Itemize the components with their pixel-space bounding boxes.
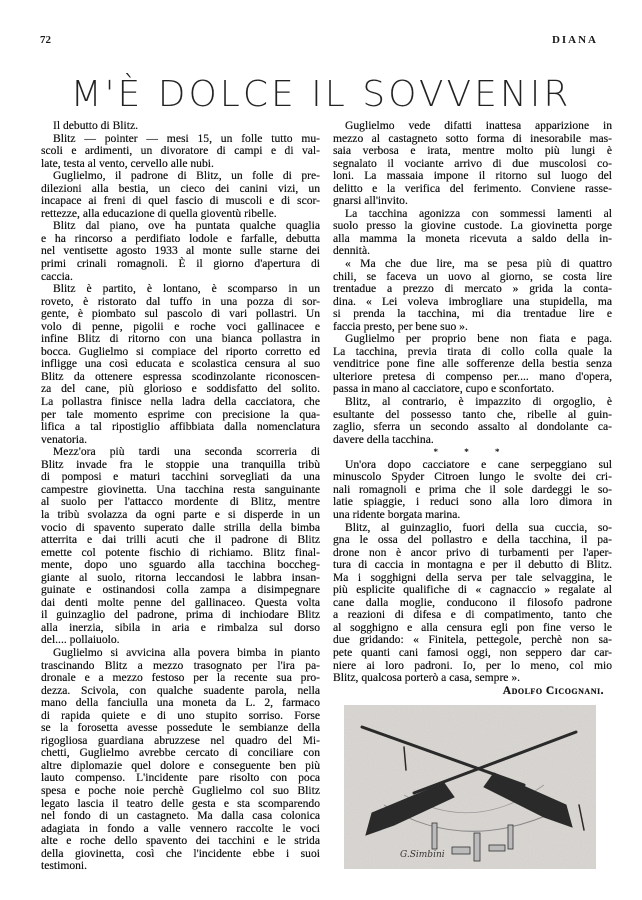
text-line: il guinzaglio del padrone, prima di inchiodare Blitz bbox=[41, 608, 320, 622]
magazine-name: DIANA bbox=[551, 34, 598, 46]
text-line: Blitz da ottenere espressa scodinzolante riconoscen- bbox=[41, 369, 320, 383]
text-line: rigogliosa guardiana abruzzese nel quadro del Mi- bbox=[41, 733, 320, 747]
text-line: scoli e ardimenti, un divoratore di campi e di val- bbox=[41, 144, 320, 158]
text-line: Il debutto di Blitz. bbox=[53, 119, 139, 132]
paragraph bbox=[41, 170, 320, 220]
paragraph bbox=[41, 283, 320, 446]
text-line: venatoria. bbox=[41, 432, 88, 446]
text-line: volo di penne, pigolii e roche voci gallinacee e bbox=[41, 319, 320, 333]
text-line: al suolo per l'attacco mordente di Blitz, mentre bbox=[41, 495, 320, 509]
crossed-shotguns-illustration bbox=[344, 705, 596, 869]
left-column bbox=[41, 120, 320, 873]
text-line: bocca. Guglielmo si compiace del riporto corretto ed bbox=[41, 344, 320, 358]
text-line: saia verbosa e irata, mentre molto più lungi è bbox=[333, 144, 612, 158]
paragraph bbox=[41, 446, 320, 647]
paragraph bbox=[41, 647, 320, 873]
paragraph bbox=[41, 120, 320, 133]
text-line: alte e roche dello spavento dei tacchini e le strida bbox=[41, 834, 320, 848]
text-line: gente, è piombato sul pascolo di vari pollastri. Un bbox=[41, 307, 320, 321]
text-line: dennità. bbox=[333, 244, 371, 258]
text-line: di pomposi e maturi tacchini sorvegliati da una bbox=[41, 470, 320, 484]
text-line: spesa e poche noie perchè Guglielmo col suo Blitz bbox=[41, 783, 320, 797]
text-line: latie spiaggie, i reduci sono alla loro dimora in bbox=[333, 495, 612, 509]
text-line: lifica a tal ripostiglio affibbiata dalla nomenclatura bbox=[41, 420, 320, 434]
text-line: mente, dopo uno sguardo alla tacchina boccheg- bbox=[41, 558, 320, 572]
text-line: gnarsi all'invito. bbox=[333, 194, 408, 208]
text-line: dai denti molte penne del gallinaceo. Questa volta bbox=[41, 595, 320, 609]
text-line: infine Blitz di ritorno con una bianca pollastra in bbox=[41, 332, 320, 346]
paragraph bbox=[333, 258, 612, 333]
text-line: nel ventisette agosto 1933 al monte sulle starne dei bbox=[41, 244, 320, 258]
text-line: giante al suolo, ritorna leccandosi le labbra insan- bbox=[41, 570, 320, 584]
text-line: Blitz dal piano, ove ha puntata qualche quaglia bbox=[53, 219, 320, 233]
text-line: delitto e la verifica del ferimento. Conviene rasse- bbox=[333, 181, 612, 195]
text-line: nali romagnoli e prima che il sole dardeggi le so- bbox=[333, 482, 612, 496]
text-line: di rapida quiete e di uno stupito sorriso. Forse bbox=[41, 708, 320, 722]
text-line: campestre giovinetta. Una tacchina resta sanguinante bbox=[41, 482, 320, 496]
article-title: M'È DOLCE IL SOVVENIR bbox=[70, 74, 572, 115]
text-line: due gridando: « Finitela, pettegole, perchè non sa- bbox=[333, 633, 612, 647]
text-line: per tale momento esprime con precisione la qua- bbox=[41, 407, 320, 421]
text-line: mano della fanciulla una moneta da L. 2, farmaco bbox=[41, 696, 320, 710]
text-line: alla mamma la moneta ricevuta a saldo della in- bbox=[333, 231, 612, 245]
text-line: segnalato il vociante arrivo di due muscolosi co- bbox=[333, 156, 612, 170]
text-line: infligge una così educata e scolastica censura al suo bbox=[41, 357, 320, 371]
text-line: trentadue a prezzo di mercato » grida la conta- bbox=[333, 282, 612, 296]
text-line: La tacchina agonizza con sommessi lamenti al bbox=[345, 206, 612, 220]
text-line: più esplicite qualifiche di « cagnaccio » regalate al bbox=[333, 583, 612, 597]
text-line: Guglielmo per proprio bene non fiata e paga. bbox=[345, 332, 612, 346]
paragraph bbox=[41, 220, 320, 283]
text-line: Blitz, qualcosa porterò a casa, sempre ». bbox=[333, 671, 521, 685]
text-line: loni. La massaia impone il ritorno sul luogo del bbox=[333, 169, 612, 183]
artist-signature: G.Simbini bbox=[400, 850, 445, 860]
text-line: dina. « Lei voleva imbrogliare una stupidella, ma bbox=[333, 294, 612, 308]
text-line: chili, se faceva un uovo al giorno, se costa lire bbox=[333, 269, 612, 283]
text-line: emette col potente fischio di richiamo. Blitz final- bbox=[41, 545, 320, 559]
text-line: la tribù svolazza da ogni parte e si disperde in un bbox=[41, 507, 320, 521]
text-line: Un'ora dopo cacciatore e cane serpeggiano sul bbox=[345, 457, 612, 471]
text-line: roveto, è ristorato dal tuffo in una pozza di sor- bbox=[41, 294, 320, 308]
text-line: una ridente borgata marina. bbox=[333, 507, 461, 521]
text-line: esultante del possesso tanto che, ribelle al guin- bbox=[333, 407, 612, 421]
text-line: Ma i sogghigni della serva per tale selvaggina, le bbox=[333, 570, 612, 584]
text-line: venditrice pone fine alle sofferenze della bestia senza bbox=[333, 357, 612, 371]
text-line: za del cane, più glorioso e soddisfatto del solito. bbox=[41, 382, 320, 396]
author-signature: Adolfo Cicognani. bbox=[502, 683, 604, 697]
text-line: faccia presto, per bene suo ». bbox=[333, 319, 468, 333]
text-line: se la forosetta avesse possedute le sembianze della bbox=[41, 721, 320, 735]
text-line: testimoni. bbox=[41, 859, 88, 873]
paragraph bbox=[333, 396, 612, 446]
text-line: rettezze, alla educazione di quella gioventù ribelle. bbox=[41, 206, 277, 220]
text-line: La tacchina, previa tirata di collo colla quale la bbox=[333, 344, 612, 358]
text-line: Blitz invade fra le stoppie una tranquilla tribù bbox=[41, 457, 320, 471]
text-line: tura di caccia in montagna e per il debutto di Blitz. bbox=[333, 558, 612, 572]
text-line: a reazioni di difesa e di compatimento, tanto che bbox=[333, 608, 612, 622]
text-line: mezzo al castagneto sotto forma di inesorabile mas- bbox=[333, 131, 612, 145]
text-line: guinate e ostinandosi colla zampa a disimpegnare bbox=[41, 583, 320, 597]
text-line: niere ai loro padroni. Io, per lo meno, col mio bbox=[333, 658, 612, 672]
text-line: Guglielmo, il padrone di Blitz, un folle di pre- bbox=[53, 169, 320, 183]
text-line: Guglielmo si avvicina alla povera bimba in pianto bbox=[53, 645, 320, 659]
text-line: caccia. bbox=[41, 269, 73, 283]
section-separator: * * * bbox=[433, 447, 512, 458]
text-line: trascinando Blitz a mezzo trasognato per l'ira pa- bbox=[41, 658, 320, 672]
paragraph bbox=[333, 208, 612, 258]
text-line: Mezz'ora più tardi una seconda scorreria di bbox=[53, 445, 320, 459]
text-line: adagiata in fondo a valle vennero raccolte le voci bbox=[41, 821, 320, 835]
page-number: 72 bbox=[40, 34, 51, 46]
text-line: dezza. Scivola, con qualche suadente parola, nella bbox=[41, 683, 320, 697]
text-line: minuscolo Spyder Citroen lungo le svolte dei cri- bbox=[333, 470, 612, 484]
text-line: al sogghigno e alla censura egli pon fine verso le bbox=[333, 620, 612, 634]
text-line: alla inerzia, sibila in aria e rimbalza sul dorso bbox=[41, 620, 320, 634]
right-column bbox=[333, 120, 612, 697]
text-line: atterrita e dai trilli acuti che il padrone di Blitz bbox=[41, 533, 320, 547]
text-line: chetti, Guglielmo avrebbe cercato di conciliare con bbox=[41, 746, 320, 760]
text-line: del.... pollaiuolo. bbox=[41, 633, 120, 647]
text-line: Blitz, al contrario, è impazzito di orgoglio, è bbox=[345, 395, 612, 409]
text-line: vocio di spavento superato dalle strilla della bimba bbox=[41, 520, 320, 534]
text-line: e ha rincorso a perdifiato lodole e farfalle, debutta bbox=[41, 231, 320, 245]
text-line: dronale e a mezzo festoso per la recente sua pro- bbox=[41, 671, 320, 685]
text-line: nel fondo di un castagneto. Ma dalla casa colonica bbox=[41, 809, 320, 823]
text-line: dilezioni alla bestia, un cieco dei canini vizi, un bbox=[41, 181, 320, 195]
text-line: pete quanti cani famosi oggi, non seppero dar car- bbox=[333, 645, 612, 659]
text-line: Blitz, al guinzaglio, fuori della sua cuccia, so- bbox=[345, 520, 612, 534]
text-line: ulteriore pretesa di compenso per.... mano d'opera, bbox=[333, 369, 612, 383]
text-line: late, testa al vento, cervello alle nubi. bbox=[41, 156, 214, 170]
paragraph bbox=[333, 459, 612, 522]
text-line: lauto compenso. L'incidente pare risolto con poca bbox=[41, 771, 320, 785]
text-line: incapace ai freni di quel fascio di muscoli e di scor- bbox=[41, 194, 320, 208]
text-line: Blitz — pointer — mesi 15, un folle tutto mu- bbox=[53, 131, 320, 145]
text-line: gna le ossa del pollastro e della tacchina, il pa- bbox=[333, 533, 612, 547]
text-line: drone non è ancor privo di turbamenti per l'aper- bbox=[333, 545, 612, 559]
text-line: cane dalla moglie, conducono il filosofo padrone bbox=[333, 595, 612, 609]
text-line: primi crinali romagnoli. È il giorno d'apertura di bbox=[41, 257, 320, 271]
text-line: La pollastra finisce nella ladra della cacciatora, che bbox=[41, 395, 320, 409]
paragraph bbox=[333, 522, 612, 685]
text-line: si prenda la tacchina, mi dia trentadue lire e bbox=[333, 307, 612, 321]
text-line: della giovinetta, così che l'incidente ebbe i suoi bbox=[41, 846, 320, 860]
paragraph bbox=[333, 120, 612, 208]
text-line: suolo presso la giovine custode. La giovinetta porge bbox=[333, 219, 612, 233]
text-line: davere della tacchina. bbox=[333, 432, 434, 446]
paragraph bbox=[333, 333, 612, 396]
text-line: zaglio, sferra un secondo assalto al dondolante ca- bbox=[333, 420, 612, 434]
text-line: altre diplomazie quel dolore e conseguente ben più bbox=[41, 758, 320, 772]
text-line: « Ma che due lire, ma se pesa più di quattro bbox=[345, 257, 612, 271]
text-line: legato lascia il teatro delle gesta e sta scomparendo bbox=[41, 796, 320, 810]
text-line: Blitz è partito, è lontano, è scomparso in un bbox=[53, 282, 320, 296]
text-line: passa in mano al cacciatore, cupo e sconfortato. bbox=[333, 382, 555, 396]
text-line: Guglielmo vede difatti inattesa apparizione in bbox=[345, 119, 612, 132]
paragraph bbox=[41, 133, 320, 171]
